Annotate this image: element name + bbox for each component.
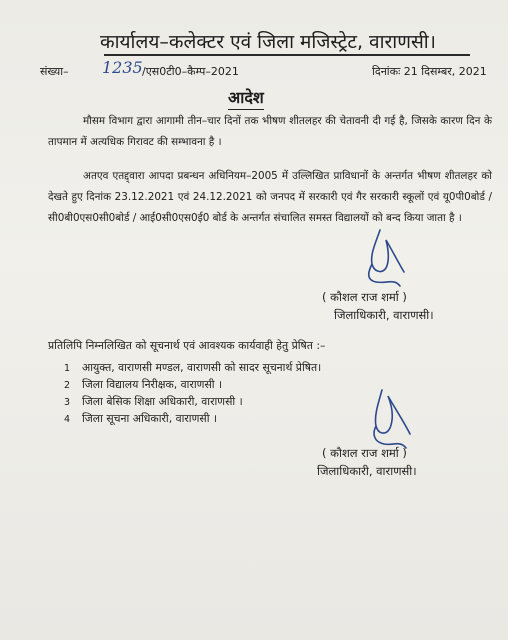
office-title: कार्यालय–कलेक्टर एवं जिला मजिस्ट्रेट, वाराणसी। [100,31,436,53]
list-item [64,377,321,394]
reference-label: संख्या– [40,65,69,78]
reference-code: /एस0टी0–कैम्प–2021 [142,65,239,78]
signatory-title-2: जिलाधिकारी, वाराणसी। [317,464,417,478]
list-item-text: जिला सूचना अधिकारी, वाराणसी । [82,412,218,425]
list-item-text: आयुक्त, वाराणसी मण्डल, वाराणसी को सादर सूचनार्थ प्रेषित। [82,361,322,374]
list-item-number: 1 [64,363,71,374]
list-item [64,411,321,428]
signature-1 [358,228,418,292]
signature-2 [362,386,422,452]
paragraph-weather-warning: मौसम विभाग द्वारा आगामी तीन–चार दिनों तक भीषण शीतलहर की चेतावनी दी गई है, जिसके कारण दिन के तापमान में अत्यधिक गिरावट की सम्भावना है । [48,115,492,148]
order-heading: आदेश [228,86,264,110]
title-underline [104,54,470,56]
list-item-number: 3 [64,397,71,408]
list-item-number: 4 [64,414,71,425]
reference-number: 1235 [102,58,143,77]
copy-to-heading: प्रतिलिपि निम्नलिखित को सूचनार्थ एवं आवश्यक कार्यवाही हेतु प्रेषित :– [48,339,326,352]
list-item [64,394,321,411]
signatory-title-1: जिलाधिकारी, वाराणसी। [334,308,434,322]
list-item-text: जिला बेसिक शिक्षा अधिकारी, वाराणसी । [82,395,243,408]
list-item-number: 2 [64,380,71,391]
paragraph-school-closure: अतएव एतद्द्वारा आपदा प्रबन्धन अधिनियम–2005 में उल्लिखित प्राविधानों के अन्तर्गत भीषण शीतलहर को देखते हुए दिनांक 23.12.2021 एवं 24.12.2021 को जनपद में सरकारी एवं गैर सरकारी स्कूलों एवं यू0पी0बोर्ड / सी0बी0एस0सी0बोर्ड / आई0सी0एस0ई0 बोर्ड के अन्तर्गत संचालित समस्त विद्यालयों को बन्द किया जाता है । [48,170,492,224]
signatory-name-2: ( कौशल राज शर्मा ) [322,446,407,460]
copy-to-list [64,360,321,428]
list-item [64,360,321,377]
list-item-text: जिला विद्यालय निरीक्षक, वाराणसी । [82,378,223,391]
signatory-name-1: ( कौशल राज शर्मा ) [322,290,407,304]
order-date: दिनांकः 21 दिसम्बर, 2021 [372,65,487,78]
